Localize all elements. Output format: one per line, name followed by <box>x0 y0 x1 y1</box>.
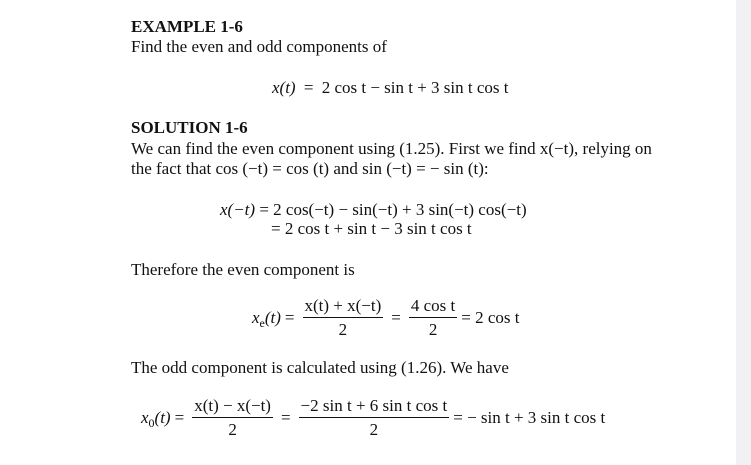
odd-lhs-arg: (t) <box>154 407 171 427</box>
equation-lhs: x(t) <box>272 78 296 97</box>
even-result: = 2 cos t <box>461 307 520 327</box>
odd-component-equation <box>141 396 605 439</box>
odd-fraction-1 <box>192 396 273 439</box>
fraction-numerator: x(t) + x(−t) <box>303 296 384 318</box>
solution-title: SOLUTION 1-6 <box>131 118 248 137</box>
even-lhs-arg: (t) <box>264 307 281 327</box>
fraction-denominator: 2 <box>369 420 379 439</box>
equals-sign: = <box>284 307 295 327</box>
solution-paragraph-line2: the fact that cos (−t) = cos (t) and sin (−t) = − sin (t): <box>131 159 489 178</box>
example-prompt: Find the even and odd components of <box>131 37 387 56</box>
even-fraction-1 <box>303 296 384 339</box>
fraction-numerator: 4 cos t <box>409 296 457 318</box>
x-neg-t-equation-line1 <box>220 200 527 220</box>
even-fraction-2 <box>409 296 457 339</box>
even-lhs-var: x <box>252 307 260 327</box>
fraction-denominator: 2 <box>428 320 438 339</box>
x-neg-t-equation-line2 <box>271 219 472 239</box>
equals-sign: = <box>280 407 291 427</box>
x-neg-t-lhs: x(−t) <box>220 200 256 219</box>
example-equation <box>272 78 509 98</box>
odd-lhs-var: x <box>141 407 149 427</box>
even-intro-text: Therefore the even component is <box>131 260 355 279</box>
odd-lhs-subscript: 0 <box>148 415 155 430</box>
equation-rhs: 2 cos t − sin t + 3 sin t cos t <box>321 78 509 97</box>
fraction-denominator: 2 <box>228 420 237 439</box>
equals-sign: = <box>391 307 401 327</box>
fraction-numerator: −2 sin t + 6 sin t cos t <box>299 396 450 418</box>
fraction-denominator: 2 <box>338 320 348 339</box>
odd-fraction-2 <box>299 396 450 439</box>
solution-paragraph-line1: We can find the even component using (1.25). First we find x(−t), relying on <box>131 139 652 158</box>
fraction-numerator: x(t) − x(−t) <box>192 396 273 418</box>
even-lhs <box>252 308 281 328</box>
equals-sign: = <box>303 78 314 97</box>
even-lhs-subscript: e <box>259 315 265 330</box>
odd-lhs <box>141 408 171 428</box>
equals-sign: = <box>174 407 185 427</box>
scrollbar-track[interactable] <box>736 0 751 465</box>
x-neg-t-rhs1: = 2 cos(−t) − sin(−t) + 3 sin(−t) cos(−t) <box>259 200 527 219</box>
odd-result: = − sin t + 3 sin t cos t <box>453 407 606 427</box>
even-component-equation <box>252 296 520 339</box>
example-title: EXAMPLE 1-6 <box>131 17 243 36</box>
x-neg-t-rhs2: = 2 cos t + sin t − 3 sin t cos t <box>271 219 472 238</box>
odd-intro-text: The odd component is calculated using (1.26). We have <box>131 358 509 377</box>
